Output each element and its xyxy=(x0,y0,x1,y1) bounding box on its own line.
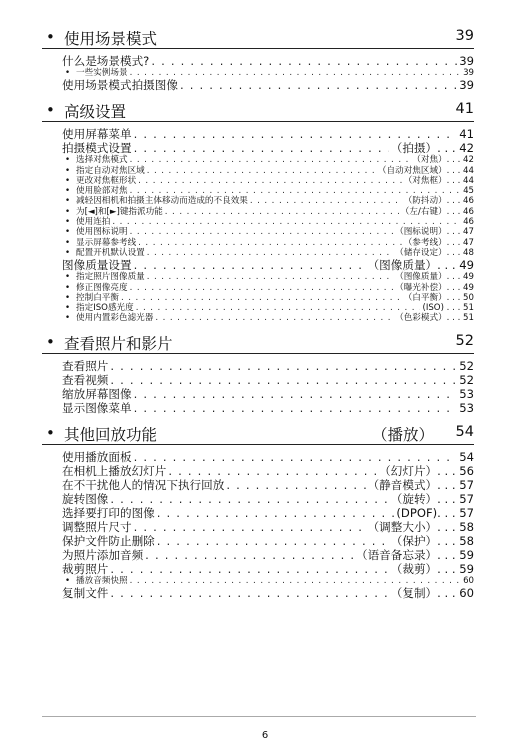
entry-page-ref: 39 xyxy=(459,78,474,93)
entry-page-ref: （防抖动）. . . 46 xyxy=(403,196,474,207)
toc-subentry[interactable] xyxy=(62,576,474,586)
toc-entry[interactable] xyxy=(62,54,474,68)
dot-leader xyxy=(226,478,365,492)
entry-page-ref: （复制）. . . 60 xyxy=(390,586,474,601)
section-heading[interactable] xyxy=(42,422,474,445)
entry-bullet-icon: • xyxy=(65,155,71,166)
dot-leader xyxy=(157,534,389,548)
dot-leader xyxy=(147,272,393,282)
toc-subentry[interactable] xyxy=(62,196,474,206)
toc-entry[interactable] xyxy=(62,586,474,600)
dot-leader xyxy=(134,520,366,534)
entry-label: 为[◄]和[►]键指派功能 xyxy=(76,206,163,217)
dot-leader xyxy=(130,283,394,293)
dot-leader xyxy=(157,506,395,520)
entry-page-ref: (ISO) . . . 51 xyxy=(422,303,474,314)
entry-page-ref: （调整大小）. . . 58 xyxy=(367,519,474,534)
entry-page-ref: (DPOF). . . 57 xyxy=(396,505,474,520)
dot-leader xyxy=(110,562,388,576)
toc-entry[interactable] xyxy=(62,258,474,272)
entry-list xyxy=(62,450,474,600)
toc-subentry[interactable] xyxy=(62,207,474,217)
entry-bullet-icon: • xyxy=(65,247,71,258)
dot-leader xyxy=(155,313,393,323)
toc-subentry[interactable] xyxy=(62,68,474,78)
entry-bullet-icon: • xyxy=(65,313,71,324)
entry-bullet-icon: • xyxy=(65,303,71,314)
entry-page-ref: 53 xyxy=(459,400,474,415)
toc-entry[interactable] xyxy=(62,387,474,401)
entry-page-ref: （图像质量）. . . 49 xyxy=(395,272,474,283)
dot-leader xyxy=(138,176,402,186)
section-page-number: 54 xyxy=(455,423,474,440)
entry-page-ref: （静音模式）. . . 57 xyxy=(367,477,474,492)
toc-subentry[interactable] xyxy=(62,248,474,258)
entry-page-ref: （拍摄）. . . 42 xyxy=(390,141,474,156)
entry-label: 旋转图像 xyxy=(62,491,109,506)
entry-list xyxy=(62,54,474,92)
section-bullet-icon: • xyxy=(46,332,55,351)
entry-label: 使用脸部对焦 xyxy=(76,186,128,197)
dot-leader xyxy=(110,359,457,373)
entry-page-ref: （自动对焦区域）. . . 44 xyxy=(377,165,474,176)
toc-section xyxy=(0,99,530,323)
section-page-number: 41 xyxy=(455,101,474,118)
toc-entry[interactable] xyxy=(62,506,474,520)
toc-subentry[interactable] xyxy=(62,186,474,196)
entry-label: 查看视频 xyxy=(62,372,109,387)
dot-leader xyxy=(138,238,402,248)
entry-bullet-icon: • xyxy=(65,206,71,217)
entry-list xyxy=(62,359,474,415)
entry-page-ref: （曝光补偿）. . . 49 xyxy=(395,282,474,293)
entry-page-ref: 60 xyxy=(463,575,474,586)
entry-page-ref: （语音备忘录）. . . 59 xyxy=(355,547,474,562)
section-page-number: 39 xyxy=(455,28,474,44)
toc-section xyxy=(0,422,530,600)
entry-label: 裁剪照片 xyxy=(62,561,109,576)
entry-label: 配置开机默认设置 xyxy=(76,247,145,258)
entry-bullet-icon: • xyxy=(65,272,71,283)
section-bullet-icon: • xyxy=(46,28,55,46)
toc-entry[interactable] xyxy=(62,359,474,373)
dot-leader xyxy=(112,217,461,227)
dot-leader xyxy=(147,166,376,176)
toc-entry[interactable] xyxy=(62,141,474,155)
dot-leader xyxy=(134,387,458,401)
toc-subentry[interactable] xyxy=(62,217,474,227)
dot-leader xyxy=(121,293,402,303)
toc-entry[interactable] xyxy=(62,562,474,576)
entry-label: 缩放屏幕图像 xyxy=(62,386,132,401)
section-bullet-icon: • xyxy=(46,423,55,442)
entry-page-ref: （储存设定）. . . 48 xyxy=(395,247,474,258)
toc-section xyxy=(0,331,530,415)
dot-leader xyxy=(147,248,393,258)
toc-entry[interactable] xyxy=(62,373,474,387)
toc-entry[interactable] xyxy=(62,534,474,548)
entry-label: 在相机上播放幻灯片 xyxy=(62,463,167,478)
entry-label: 使用图标说明 xyxy=(76,227,128,238)
toc-subentry[interactable] xyxy=(62,303,474,313)
entry-label: 使用屏幕菜单 xyxy=(62,127,132,142)
entry-page-ref: 45 xyxy=(463,186,474,197)
toc-subentry[interactable] xyxy=(62,227,474,237)
entry-page-ref: 41 xyxy=(459,127,474,142)
dot-leader xyxy=(145,548,354,562)
entry-label: 什么是场景模式? xyxy=(62,54,150,68)
dot-leader xyxy=(130,227,394,237)
dot-leader xyxy=(134,258,366,272)
section-title: 查看照片和影片 xyxy=(64,334,173,353)
footer-divider xyxy=(42,716,476,717)
entry-page-ref: （参考线）. . . 47 xyxy=(403,237,474,248)
entry-bullet-icon: • xyxy=(65,237,71,248)
toc-entry[interactable] xyxy=(62,127,474,141)
toc-subentry[interactable] xyxy=(62,272,474,282)
entry-label: 调整照片尺寸 xyxy=(62,519,132,534)
entry-label: 拍摄模式设置 xyxy=(62,141,132,156)
entry-label: 使用场景模式拍摄图像 xyxy=(62,78,178,93)
entry-bullet-icon: • xyxy=(65,68,71,78)
entry-label: 指定ISO感光度 xyxy=(76,303,134,314)
entry-list xyxy=(62,127,474,323)
entry-page-ref: （旋转）. . . 57 xyxy=(390,491,474,506)
entry-bullet-icon: • xyxy=(65,196,71,207)
section-bullet-icon: • xyxy=(46,101,55,120)
entry-page-ref: （对焦）. . . 42 xyxy=(412,155,474,166)
entry-label: 显示屏幕参考线 xyxy=(76,237,137,248)
section-page-number: 52 xyxy=(455,332,474,349)
toc-container xyxy=(0,26,530,607)
toc-entry[interactable] xyxy=(62,478,474,492)
dot-leader xyxy=(250,196,402,206)
entry-page-ref: 52 xyxy=(459,372,474,387)
toc-subentry[interactable] xyxy=(62,155,474,165)
section-title: 其他回放功能 xyxy=(64,425,158,444)
dot-leader xyxy=(130,155,411,165)
section-heading[interactable] xyxy=(42,26,474,49)
entry-page-ref: 39 xyxy=(459,54,474,68)
entry-label: 指定自动对焦区域 xyxy=(76,165,145,176)
toc-subentry[interactable] xyxy=(62,176,474,186)
entry-label: 图像质量设置 xyxy=(62,258,132,273)
entry-page-ref: （裁剪）. . . 59 xyxy=(390,561,474,576)
entry-bullet-icon: • xyxy=(65,282,71,293)
entry-page-ref: （幻灯片）. . . 56 xyxy=(379,463,474,478)
toc-subentry[interactable] xyxy=(62,313,474,323)
entry-bullet-icon: • xyxy=(65,217,71,228)
dot-leader xyxy=(110,492,388,506)
section-heading[interactable] xyxy=(42,99,474,122)
entry-page-ref: （图像质量）. . . 49 xyxy=(367,258,474,273)
entry-label: 减轻因相机和拍摄主体移动而造成的不良效果 xyxy=(76,196,248,207)
dot-leader xyxy=(136,303,421,313)
page-number: 6 xyxy=(261,730,269,741)
entry-bullet-icon: • xyxy=(65,175,71,186)
entry-label: 保护文件防止删除 xyxy=(62,533,155,548)
section-suffix: （播放） xyxy=(371,425,434,444)
entry-label: 使用连拍 xyxy=(76,217,111,228)
entry-page-ref: （白平衡）. . . 50 xyxy=(403,292,474,303)
entry-page-ref: 52 xyxy=(459,358,474,373)
toc-subentry[interactable] xyxy=(62,293,474,303)
section-title: 高级设置 xyxy=(64,103,127,122)
entry-label: 查看照片 xyxy=(62,358,109,373)
toc-entry[interactable] xyxy=(62,401,474,415)
entry-page-ref: 39 xyxy=(463,68,474,78)
entry-bullet-icon: • xyxy=(65,165,71,176)
entry-page-ref: （图标说明）. . . 47 xyxy=(395,227,474,238)
dot-leader xyxy=(130,576,461,586)
entry-page-ref: 53 xyxy=(459,386,474,401)
entry-label: 在不干扰他人的情况下执行回放 xyxy=(62,477,225,492)
dot-leader xyxy=(180,78,457,92)
entry-label: 播放音频快照 xyxy=(76,575,128,586)
dot-leader xyxy=(151,54,457,68)
dot-leader xyxy=(110,373,457,387)
entry-label: 显示图像菜单 xyxy=(62,400,132,415)
entry-bullet-icon: • xyxy=(65,186,71,197)
entry-label: 使用内置彩色滤光器 xyxy=(76,313,154,324)
entry-label: 指定照片图像质量 xyxy=(76,272,145,283)
entry-label: 更改对焦框形状 xyxy=(76,175,137,186)
entry-page-ref: （色彩模式）. . . 51 xyxy=(395,313,474,324)
toc-entry[interactable] xyxy=(62,78,474,92)
entry-page-ref: （对焦框）. . . 44 xyxy=(403,175,474,186)
entry-bullet-icon: • xyxy=(65,292,71,303)
toc-subentry[interactable] xyxy=(62,283,474,293)
dot-leader xyxy=(110,586,388,600)
toc-entry[interactable] xyxy=(62,464,474,478)
section-heading[interactable] xyxy=(42,331,474,354)
entry-bullet-icon: • xyxy=(65,227,71,238)
entry-label: 选择要打印的图像 xyxy=(62,505,155,520)
entry-page-ref: （左/右键）. . . 46 xyxy=(400,206,474,217)
toc-entry[interactable] xyxy=(62,520,474,534)
entry-page-ref: 46 xyxy=(463,217,474,228)
entry-page-ref: 54 xyxy=(459,449,474,464)
entry-label: 复制文件 xyxy=(62,586,109,601)
entry-label: 选择对焦模式 xyxy=(76,155,128,166)
dot-leader xyxy=(134,401,458,415)
entry-page-ref: （保护）. . . 58 xyxy=(390,533,474,548)
entry-bullet-icon: • xyxy=(65,575,71,586)
toc-entry[interactable] xyxy=(62,548,474,562)
entry-label: 控制白平衡 xyxy=(76,292,119,303)
toc-entry[interactable] xyxy=(62,450,474,464)
dot-leader xyxy=(130,186,461,196)
dot-leader xyxy=(165,207,399,217)
section-title: 使用场景模式 xyxy=(64,30,158,48)
toc-section xyxy=(0,26,530,92)
toc-subentry[interactable] xyxy=(62,166,474,176)
toc-entry[interactable] xyxy=(62,492,474,506)
dot-leader xyxy=(168,464,377,478)
dot-leader xyxy=(130,68,461,78)
entry-label: 一些实例场景 xyxy=(76,68,128,78)
toc-subentry[interactable] xyxy=(62,238,474,248)
entry-label: 为照片添加音频 xyxy=(62,547,144,562)
dot-leader xyxy=(134,450,458,464)
dot-leader xyxy=(134,127,458,141)
dot-leader xyxy=(134,141,389,155)
entry-label: 修正图像亮度 xyxy=(76,282,128,293)
entry-label: 使用播放面板 xyxy=(62,449,132,464)
